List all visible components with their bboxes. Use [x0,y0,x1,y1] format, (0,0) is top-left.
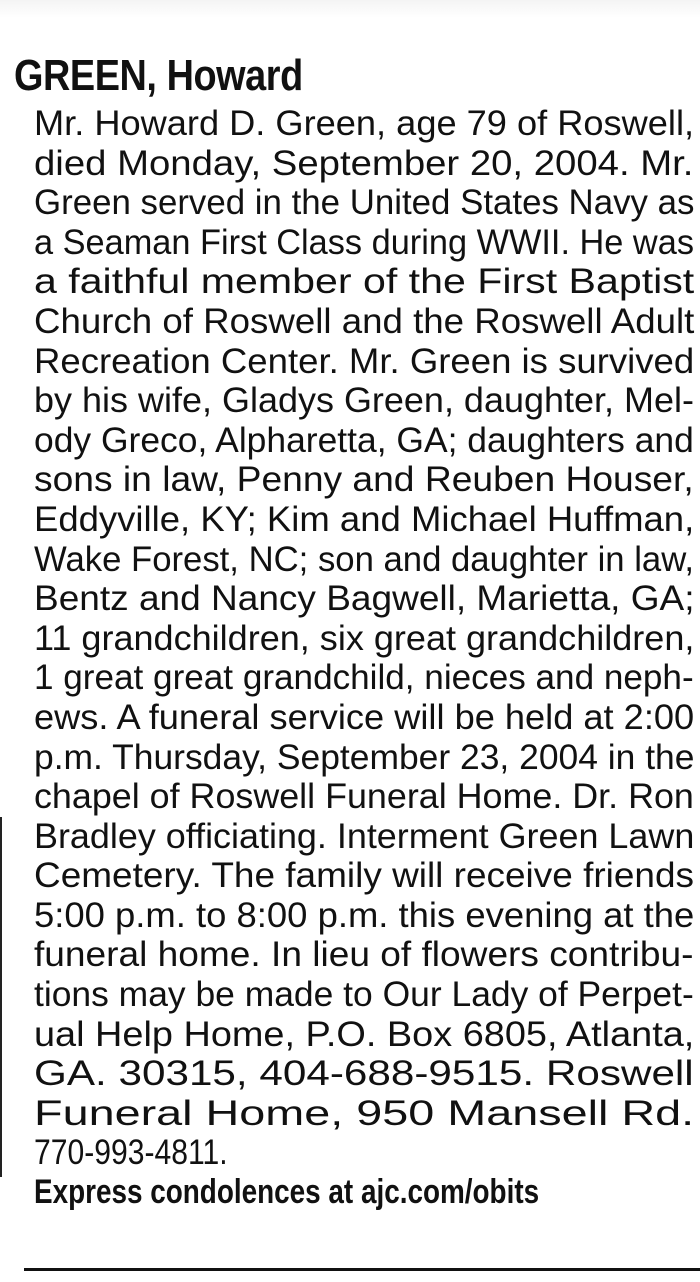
body-line: tions may be made to Our Lady of Perpet- [34,975,694,1015]
body-line: Eddyville, KY; Kim and Michael Huffman, [34,499,695,539]
body-line: Recreation Center. Mr. Green is survived [34,341,695,381]
body-line: by his wife, Gladys Green, daughter, Mel- [34,381,694,421]
condolences-line: Express condolences at ajc.com/obits [34,1173,540,1211]
body-line: Bradley officiating. Interment Green Lawn [34,816,695,856]
body-line: Bentz and Nancy Bagwell, Marietta, GA; [34,579,695,619]
body-line: Church of Roswell and the Roswell Adult [34,301,695,341]
body-line: ews. A funeral service will be held at 2:00 [34,697,695,737]
obituary-headline: GREEN, Howard [14,51,303,100]
body-line: a faithful member of the First Baptist [34,262,695,302]
body-line: ual Help Home, P.O. Box 6805, Atlanta, [34,1014,695,1054]
body-line: 5:00 p.m. to 8:00 p.m. this evening at the [34,895,695,935]
body-line: ody Greco, Alpharetta, GA; daughters and [34,420,694,460]
body-line: Funeral Home, 950 Mansell Rd. [34,1093,695,1133]
body-line: chapel of Roswell Funeral Home. Dr. Ron [34,777,694,817]
obituary-body [34,104,696,1173]
page-top-edge [0,0,700,18]
body-line: Mr. Howard D. Green, age 79 of Roswell, [34,104,695,143]
bottom-divider [24,1268,700,1271]
body-line: GA. 30315, 404-688-9515. Roswell [34,1054,694,1094]
column-rule-left [0,817,2,1177]
body-line: funeral home. In lieu of flowers contribu- [34,935,694,975]
body-line: died Monday, September 20, 2004. Mr. [34,143,694,183]
body-line: 1 great great grandchild, nieces and neph- [34,658,694,698]
body-line: Wake Forest, NC; son and daughter in law, [34,539,694,579]
body-line: sons in law, Penny and Reuben Houser, [34,460,694,500]
body-line: Green served in the United States Navy as [34,183,695,223]
body-line: p.m. Thursday, September 23, 2004 in the [34,737,695,777]
body-line: a Seaman First Class during WWII. He was [34,222,694,262]
body-line: 770-993-4811. [34,1133,228,1173]
body-line: 11 grandchildren, six great grandchildren, [34,618,695,658]
body-line: Cemetery. The family will receive friends [34,856,695,896]
